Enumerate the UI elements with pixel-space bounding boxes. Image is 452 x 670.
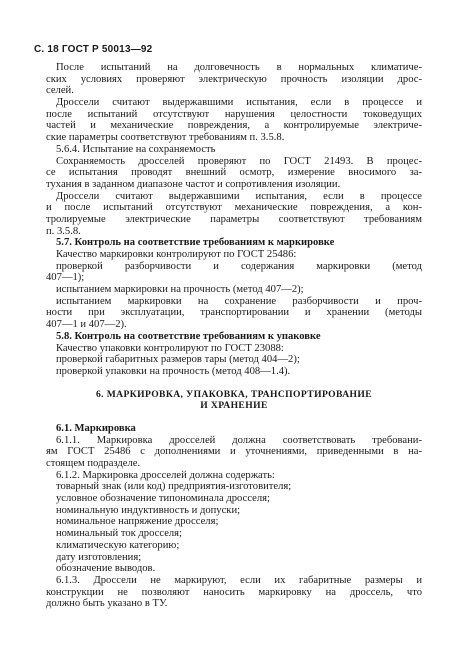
text-line: после испытаний отсутствуют нарушения целостности токоведущих: [46, 108, 422, 120]
text-line: ских условиях проверяют электрическую прочность изоляции дрос-: [46, 73, 422, 85]
text-line: 6.1.2. Маркировка дросселей должна содержать:: [56, 469, 275, 481]
text-line: конструкции не позволяют наносить маркировку на дроссель, что: [46, 586, 422, 598]
section-heading: 6. МАРКИРОВКА, УПАКОВКА, ТРАНСПОРТИРОВАНИЕ: [95, 388, 373, 400]
section-heading: 5.8. Контроль на соответствие требованиям к упаковке: [56, 330, 321, 342]
text-line: номинальное напряжение дросселя;: [56, 516, 219, 528]
text-line: п. 3.5.8.: [46, 225, 81, 237]
text-line: номинальный ток дросселя;: [56, 528, 182, 540]
text-line: частей и механические повреждения, а контролируемые электриче-: [46, 120, 422, 132]
text-line: проверкой упаковки на прочность (метод 408—1.4).: [56, 365, 291, 377]
text-line: климатическую категорию;: [56, 539, 180, 551]
text-line: 407—1 и 407—2).: [46, 319, 127, 331]
text-line: ям ГОСТ 25486 с дополнениями и уточнениями, приведенными в на-: [46, 446, 422, 458]
text-line: 6.1.1. Маркировка дросселей должна соответствовать требовани-: [56, 434, 422, 446]
section-heading: И ХРАНЕНИЕ: [200, 400, 268, 412]
text-line: обозначение выводов.: [56, 563, 156, 575]
text-line: условное обозначение типономинала дросселя;: [56, 493, 270, 505]
text-line: испытанием маркировки на сохранение разборчивости и проч-: [56, 295, 422, 307]
text-line: Качество упаковки контролируют по ГОСТ 23088:: [56, 342, 284, 354]
text-line: стоящем подразделе.: [46, 458, 141, 469]
text-line: Дроссели считают выдержавшими испытания, если в процессе: [56, 190, 422, 202]
text-line: товарный знак (или код) предприятия-изготовителя;: [56, 481, 292, 493]
text-line: селей.: [46, 85, 74, 97]
text-line: тролируемые электрические параметры соответствуют требованиям: [46, 213, 422, 225]
text-line: номинальную индуктивность и допуски;: [56, 504, 241, 516]
section-heading: 6.1. Маркировка: [56, 422, 136, 434]
text-line: ности при эксплуатации, транспортировании и хранении (методы: [46, 307, 422, 319]
text-line: 6.1.3. Дроссели не маркируют, если их габаритные размеры и: [56, 574, 422, 586]
spacer: [46, 378, 422, 389]
spacer: [46, 412, 422, 423]
text-line: После испытаний на долговечность в нормальных климатиче-: [56, 62, 422, 73]
text-line: и после испытаний отсутствуют механические повреждения, а кон-: [46, 202, 422, 214]
text-line: 407—1);: [46, 272, 85, 284]
text-line: испытанием маркировки на прочность (метод 407—2);: [56, 284, 304, 296]
text-line: ские параметры соответствуют требованиям п. 3.5.8.: [46, 132, 285, 144]
page-header: С. 18 ГОСТ Р 50013—92: [34, 44, 153, 55]
text-line: тухания в заданном диапазоне частот и сопротивления изоляции.: [46, 178, 341, 190]
text-line: Сохраняемость дросселей проверяют по ГОСТ 21493. В процес-: [56, 155, 422, 167]
text-line: Дроссели считают выдержавшими испытания, если в процессе и: [56, 97, 422, 109]
text-line: проверкой габаритных размеров тары (метод 404—2);: [56, 354, 300, 366]
section-heading: 5.7. Контроль на соответствие требованиям к маркировке: [56, 237, 335, 249]
text-line: 5.6.4. Испытание на сохраняемость: [56, 143, 216, 155]
text-line: должно быть указано в ТУ.: [46, 598, 168, 610]
document-body: [46, 62, 422, 610]
text-line: проверкой разборчивости и содержания маркировки (метод: [56, 260, 422, 272]
text-line: дату изготовления;: [56, 551, 142, 563]
text-line: се испытания проводят внешний осмотр, измерение вносимого за-: [46, 167, 422, 179]
text-line: Качество маркировки контролируют по ГОСТ 25486:: [56, 249, 297, 260]
